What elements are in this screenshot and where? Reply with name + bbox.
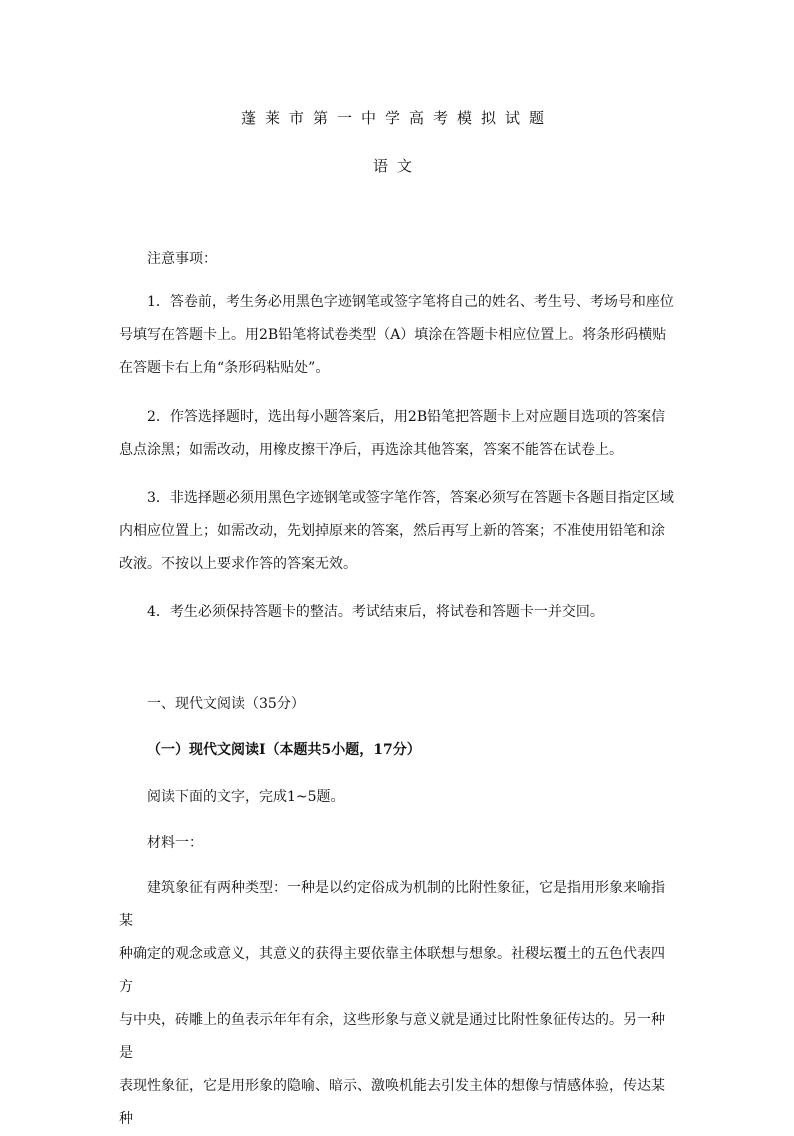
subject-title: 语文 — [372, 157, 421, 175]
notice-heading: 注意事项： — [147, 251, 217, 267]
material-line: 建筑象征有两种类型：一种是以约定俗成为机制的比附性象征，它是指用形象来喻指某 — [119, 880, 665, 929]
reading-instruction: 阅读下面的文字，完成1~5题。 — [147, 789, 345, 805]
material-line: 与中央，砖雕上的鱼表示年年有余，这些形象与意义就是通过比附性象征传达的。另一种是 — [119, 1012, 665, 1061]
notice-item-1: 1．答卷前，考生务必用黑色字迹钢笔或签字笔将自己的姓名、考生号、考场号和座位号填写在答题卡上。用2B铅笔将试卷类型（A）填涂在答题卡相应位置上。将条形码横贴在答题卡右上角“条形码粘贴处”。 — [119, 294, 674, 376]
notice-item-3: 3．非选择题必须用黑色字迹钢笔或签字笔作答，答案必须写在答题卡各题目指定区域内相应位置上；如需改动，先划掉原来的答案，然后再写上新的答案；不准使用铅笔和涂改液。不按以上要求作答的答案无效。 — [119, 490, 674, 572]
material-body — [119, 872, 675, 1136]
material-line: 表现性象征，它是用形象的隐喻、暗示、激唤机能去引发主体的想像与情感体验，传达某种 — [119, 1078, 665, 1127]
material-label: 材料一： — [147, 835, 203, 851]
section-heading: 一、现代文阅读（35分） — [147, 696, 305, 712]
notice-item-2: 2．作答选择题时，选出每小题答案后，用2B铅笔把答题卡上对应题目选项的答案信息点涂黑；如需改动，用橡皮擦干净后，再选涂其他答案，答案不能答在试卷上。 — [119, 409, 666, 458]
exam-title: 蓬莱市第一中学高考模拟试题 — [240, 109, 553, 127]
subsection-heading: （一）现代文阅读Ⅰ（本题共5小题，17分） — [147, 742, 421, 758]
material-line: 种确定的观念或意义，其意义的获得主要依靠主体联想与想象。社稷坛覆土的五色代表四方 — [119, 946, 665, 995]
notice-item-4: 4．考生必须保持答题卡的整洁。考试结束后，将试卷和答题卡一并交回。 — [147, 604, 604, 620]
